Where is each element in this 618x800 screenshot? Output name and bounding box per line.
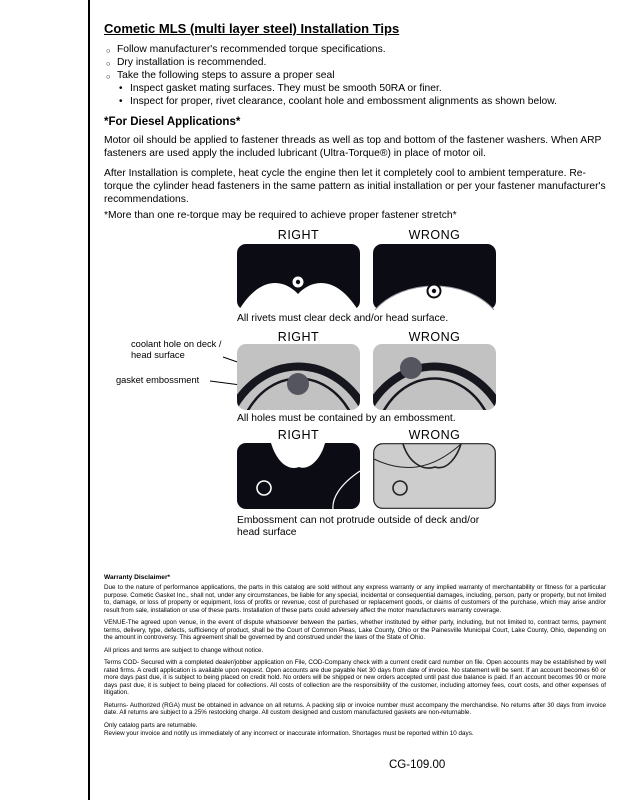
diagram-embossment-right <box>237 344 360 410</box>
row3-right-label: RIGHT <box>277 428 320 442</box>
diagram-protrusion-right <box>237 443 360 509</box>
row2-right-label: RIGHT <box>277 330 320 344</box>
row1-wrong-label: WRONG <box>408 228 461 242</box>
row2-caption: All holes must be contained by an embossment. <box>237 413 456 424</box>
tip-sub-item: • Inspect for proper, rivet clearance, coolant hole and embossment alignments as shown below. <box>106 96 596 108</box>
legal-paragraph: Review your invoice and notify us immediately of any incorrect or inaccurate information. Shortages must be reported within 10 days. <box>104 730 474 737</box>
legal-paragraph: Returns- Authorized (RGA) must be obtained in advance on all returns. A packing slip or invoice number must accompany the merchandise. No returns after 30 days from invoice date. All returns are subject to a 25% restocking charge. All custom designed and custom manufactured gaskets are non-returnable. <box>104 701 606 716</box>
legal-paragraph: VENUE-The agreed upon venue, in the event of dispute whatsoever between the parties, whether instituted by either party, including, but not limited to, contract terms, payment terms, delivery, type, defects, sufficiency of product, shall be the Court of Common Pleas, Lake County, Ohio or the Painesville Municipal Court, Lake County, Ohio, depending on the amount in controversy. This agreement shall be governed by and construed under the laws of the State of Ohio. <box>104 619 606 641</box>
diagram-embossment-wrong <box>373 344 496 410</box>
row1-caption: All rivets must clear deck and/or head surface. <box>237 313 449 324</box>
retorque-note: *More than one re-torque may be required to achieve proper fastener stretch* <box>104 210 457 221</box>
diesel-heading: *For Diesel Applications* <box>104 116 241 128</box>
legal-paragraph: All prices and terms are subject to change without notice. <box>104 646 264 654</box>
tip-sub-item: • Inspect gasket mating surfaces. They must be smooth 50RA or finer. <box>106 83 596 95</box>
tip-item: ○ Take the following steps to assure a proper seal <box>106 70 596 82</box>
row2-wrong-label: WRONG <box>408 330 461 344</box>
diesel-paragraph-2: After Installation is complete, heat cycle the engine then let it completely cool to ambient temperature. Re-torque the cylinder head fasteners in the same pattern as initial installation or per your fastener manufacturer's recommendations. <box>104 168 606 205</box>
page-title: Cometic MLS (multi layer steel) Installation Tips <box>104 21 400 36</box>
row3-wrong-label: WRONG <box>408 428 461 442</box>
diagram-rivet-wrong <box>373 244 496 310</box>
tip-item: ○ Dry installation is recommended. <box>106 57 596 69</box>
row3-caption: Embossment can not protrude outside of deck and/or head surface <box>237 515 480 538</box>
gasket-embossment-annotation: gasket embossment <box>116 375 200 385</box>
row1-right-label: RIGHT <box>277 228 320 242</box>
diagram-protrusion-wrong <box>373 443 496 509</box>
tip-item: ○ Follow manufacturer's recommended torque specifications. <box>106 44 596 56</box>
installation-tips-list <box>106 44 596 109</box>
page-left-rule <box>88 0 90 800</box>
legal-paragraph: Terms COD- Secured with a completed dealer/jobber application on File, COD-Company check with a current credit card number on file. Open accounts may be established by well rated firms. A credit application is available upon request. Open accounts are due payable Net 30 days from date of invoice. No statement will be sent. If an account becomes 60 or more days past due, it is subject to being placed on credit hold. No orders will be shipped or new orders accepted until past due balance is paid. If an account becomes 90 or more days past due, it is subject to being placed for collections. All costs of collection are the responsibility of the customer, including attorney fees, court costs, and other expenses of litigation. <box>104 659 606 696</box>
page-number: CG-109.00 <box>389 759 446 771</box>
legal-paragraph: Only catalog parts are returnable. <box>104 721 198 729</box>
warranty-disclaimer-heading: Warranty Disclaimer* <box>104 574 171 581</box>
diesel-paragraph-1: Motor oil should be applied to fastener threads as well as top and bottom of the fastener washers. When ARP fasteners are used apply the included lubricant (Ultra-Torque®) in place of motor oil. <box>104 135 602 159</box>
diagram-rivet-right <box>237 244 360 310</box>
legal-section <box>104 574 606 743</box>
legal-paragraph: Due to the nature of performance applications, the parts in this catalog are sold without any express warranty or any implied warranty of merchantability or fitness for a particular purpose. Cometic Gasket Inc., shall not, under any circumstances, be liable for any special, incidental or consequential damages, including, person, party or property, but not limited to, damage, or loss of property or equipment, loss of profits or revenue, cost of purchased or replacement goods, or claims of customers of the purchase, which may arise and/or result from sale, installation or use of these parts. Installation of these parts could adversely affect the motor manufacturers warranty coverage. <box>104 584 606 614</box>
coolant-hole-annotation: coolant hole on deck / head surface <box>131 339 222 360</box>
